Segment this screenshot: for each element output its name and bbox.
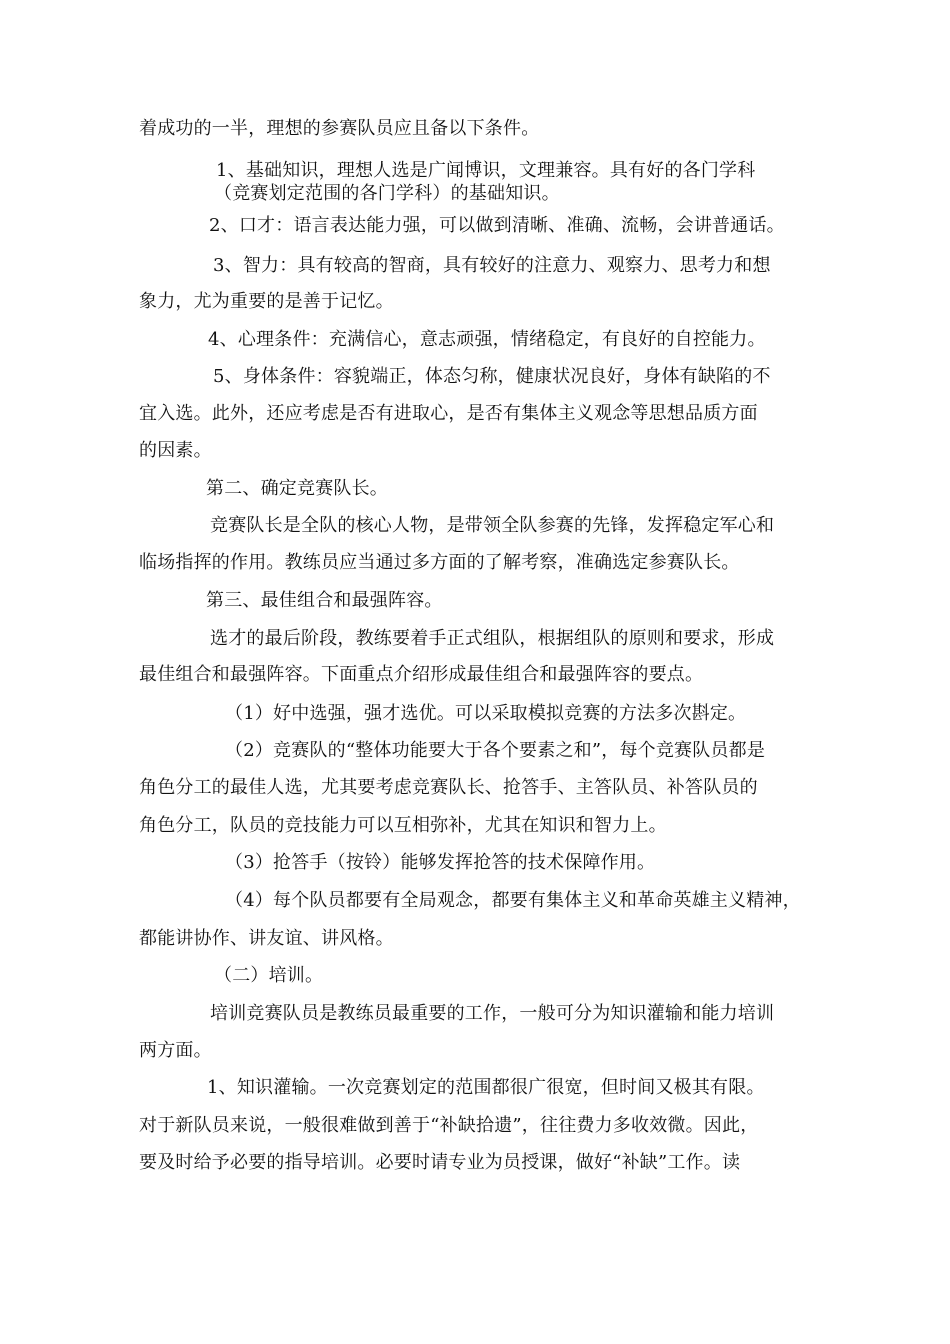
text-line: 5、身体条件：容貌端正，体态匀称，健康状况良好，身体有缺陷的不 bbox=[213, 366, 771, 387]
text-line: 3、智力：具有较高的智商，具有较好的注意力、观察力、思考力和想 bbox=[213, 255, 771, 276]
text-line: 都能讲协作、讲友谊、讲风格。 bbox=[139, 928, 394, 949]
text-line: 要及时给予必要的指导培训。必要时请专业为员授课，做好“补缺”工作。读 bbox=[139, 1152, 741, 1173]
text-line: 最佳组合和最强阵容。下面重点介绍形成最佳组合和最强阵容的要点。 bbox=[139, 664, 704, 685]
text-line: 4、心理条件：充满信心，意志顽强，情绪稳定，有良好的自控能力。 bbox=[208, 329, 766, 350]
text-line: 培训竞赛队员是教练员最重要的工作，一般可分为知识灌输和能力培训 bbox=[210, 1003, 775, 1024]
section-heading: 第三、最佳组合和最强阵容。 bbox=[206, 590, 443, 611]
text-line: 竞赛队长是全队的核心人物，是带领全队参赛的先锋，发挥稳定军心和 bbox=[210, 515, 775, 536]
section-heading: （二）培训。 bbox=[214, 965, 324, 986]
text-line: 1、知识灌输。一次竞赛划定的范围都很广很宽，但时间又极其有限。 bbox=[207, 1077, 765, 1098]
text-line: 选才的最后阶段，教练要着手正式组队，根据组队的原则和要求，形成 bbox=[210, 628, 775, 649]
text-line: 角色分工的最佳人选，尤其要考虑竞赛队长、抢答手、主答队员、补答队员的 bbox=[139, 777, 758, 798]
text-line: 宜入选。此外，还应考虑是否有进取心，是否有集体主义观念等思想品质方面 bbox=[139, 403, 758, 424]
text-line: （竞赛划定范围的各门学科）的基础知识。 bbox=[214, 183, 560, 204]
text-line: 临场指挥的作用。教练员应当通过多方面的了解考察，准确选定参赛队长。 bbox=[139, 552, 740, 573]
text-line: 1、基础知识，理想人选是广闻博识，文理兼容。具有好的各门学科 bbox=[216, 160, 756, 181]
text-line: 的因素。 bbox=[139, 440, 212, 461]
text-line: 着成功的一半，理想的参赛队员应且备以下条件。 bbox=[139, 118, 540, 139]
text-line: 对于新队员来说，一般很难做到善于“补缺拾遗”，往往费力多收效微。因此， bbox=[139, 1115, 759, 1136]
list-item: （2）竞赛队的“整体功能要大于各个要素之和”，每个竞赛队员都是 bbox=[225, 740, 766, 761]
text-line: 两方面。 bbox=[139, 1040, 212, 1061]
text-line: 象力，尤为重要的是善于记忆。 bbox=[139, 291, 394, 312]
list-item: （4）每个队员都要有全局观念，都要有集体主义和革命英雄主义精神， bbox=[225, 890, 801, 911]
list-item: （1）好中选强，强才选优。可以采取模拟竞赛的方法多次斟定。 bbox=[225, 703, 747, 724]
list-item: （3）抢答手（按铃）能够发挥抢答的技术保障作用。 bbox=[225, 852, 656, 873]
section-heading: 第二、确定竞赛队长。 bbox=[206, 478, 388, 499]
text-line: 2、口才：语言表达能力强，可以做到清晰、准确、流畅，会讲普通话。 bbox=[209, 215, 785, 236]
text-line: 角色分工，队员的竞技能力可以互相弥补，尤其在知识和智力上。 bbox=[139, 815, 667, 836]
